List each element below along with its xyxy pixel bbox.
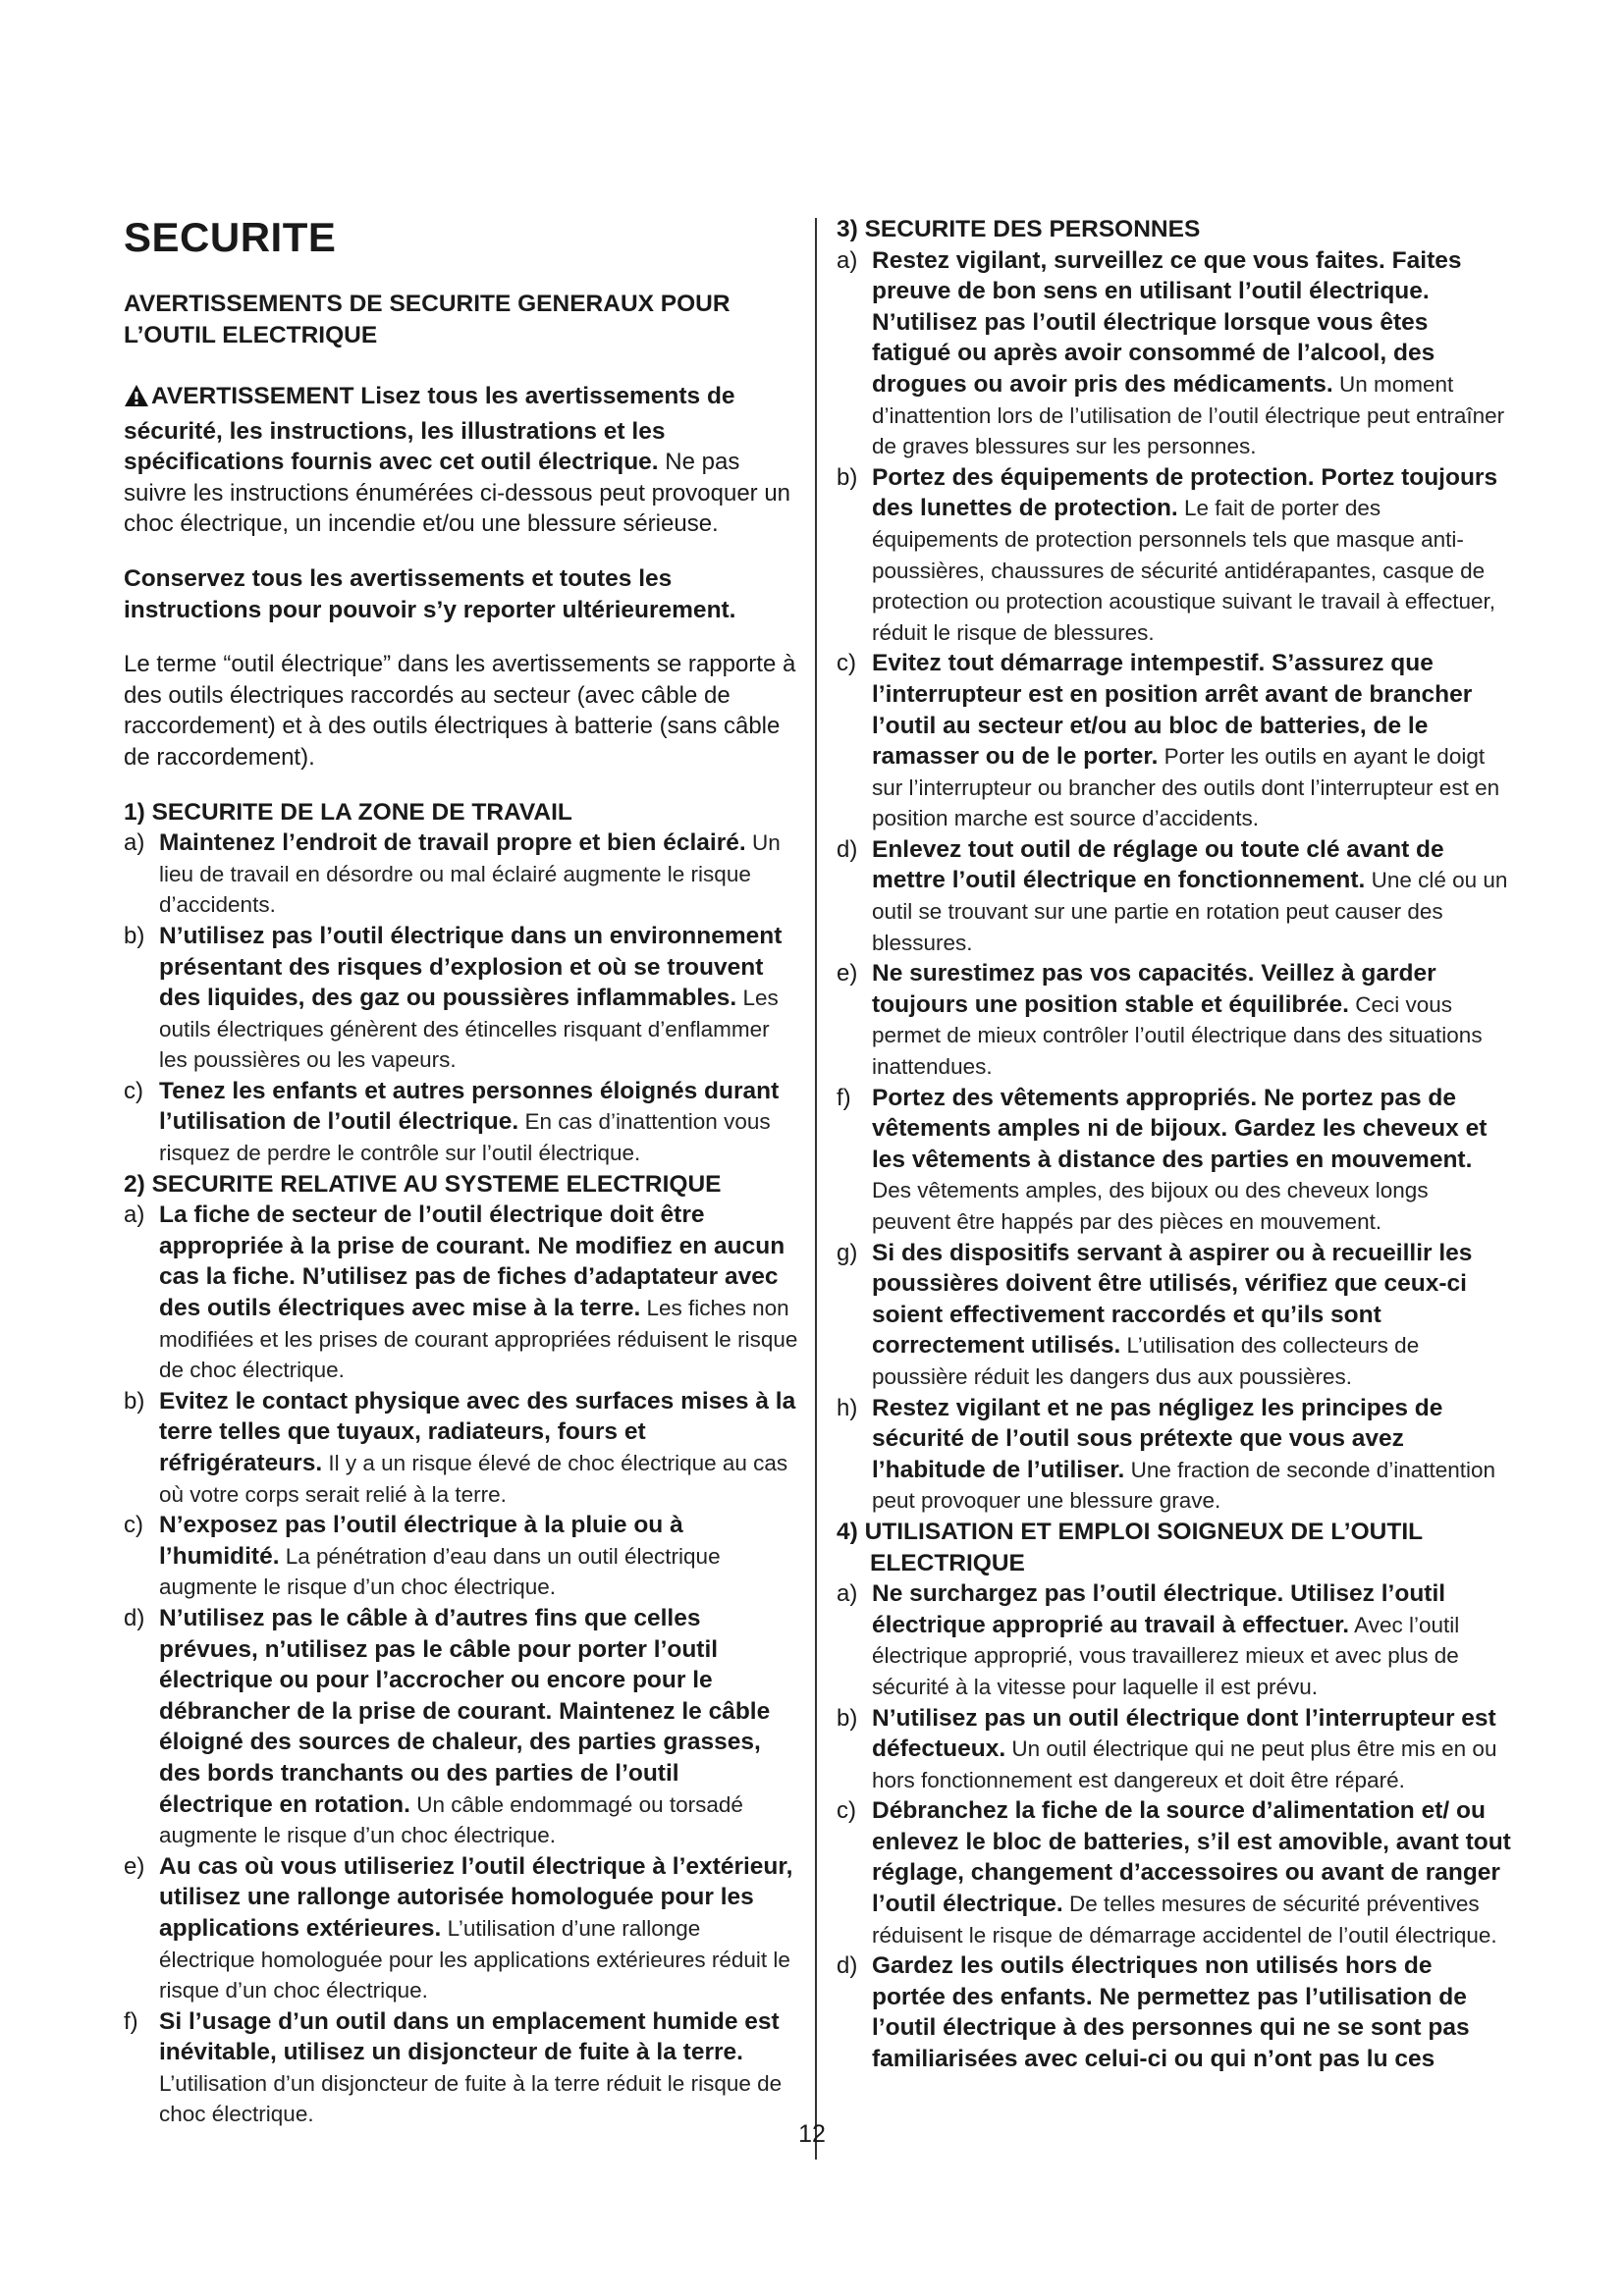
item-normal-text: La pénétration d’eau dans un outil électrique augmente le risque d’un choc électrique. [159, 1543, 721, 1600]
section-3-heading: 3) SECURITE DES PERSONNES [837, 216, 1201, 242]
list-item [837, 1083, 1512, 1238]
item-normal-text: De telles mesures de sécurité préventives réduisent le risque de démarrage accidentel de l’outil électrique. [872, 1892, 1497, 1948]
item-marker: a) [837, 1580, 858, 1608]
item-normal-text: Ceci vous permet de mieux contrôler l’outil électrique dans des situations inattendues. [872, 991, 1483, 1080]
item-bold-text: Portez des vêtements appropriés. Ne portez pas de vêtements amples ni de bijoux. Gardez les cheveux et les vêtements à distance des parties en mouvement. [872, 1084, 1488, 1173]
item-normal-text: Avec l’outil électrique approprié, vous travaillerez mieux et avec plus de sécurité à la vitesse pour laquelle il est prévu. [872, 1612, 1460, 1699]
list-item [124, 1200, 799, 1386]
warning-triangle-icon [124, 384, 149, 416]
item-bold-text: Restez vigilant et ne pas négligez les principes de sécurité de l’outil sous prétexte que vous avez l’habitude de l’utiliser. [872, 1394, 1443, 1483]
item-normal-text: Les fiches non modifiées et les prises de courant appropriées réduisent le risque de choc électrique. [159, 1296, 798, 1383]
item-normal-text: Un moment d’inattention lors de l’utilisation de l’outil électrique peut entraîner de graves blessures sur les personnes. [872, 371, 1505, 459]
item-bold-text: Enlevez tout outil de réglage ou toute clé avant de mettre l’outil électrique en fonctionnement. [872, 835, 1444, 894]
item-normal-text: En cas d’inattention vous risquez de perdre le contrôle sur l’outil électrique. [159, 1109, 771, 1166]
item-marker: d) [837, 1952, 858, 1980]
item-marker: a) [124, 829, 145, 857]
item-normal-text: Un câble endommagé ou torsadé augmente le risque d’un choc électrique. [159, 1791, 743, 1848]
section-1-list [124, 828, 799, 1169]
item-normal-text: Une fraction de seconde d’inattention peut provoquer une blessure grave. [872, 1457, 1496, 1514]
list-item [837, 245, 1512, 462]
section-1-heading: 1) SECURITE DE LA ZONE DE TRAVAIL [124, 798, 572, 826]
item-normal-text: Une clé ou un outil se trouvant sur une partie en rotation peut causer des blessures. [872, 868, 1508, 955]
item-normal-text: Il y a un risque élevé de choc électrique au cas où votre corps serait relié à la terre. [159, 1451, 788, 1507]
section-2-heading: 2) SECURITE RELATIVE AU SYSTEME ELECTRIQUE [124, 1170, 722, 1198]
item-marker: c) [124, 1077, 143, 1104]
warning-normal-text: Ne pas suivre les instructions énumérées ci-dessous peut provoquer un choc électrique, un incendie et/ou une blessure sérieuse. [124, 449, 791, 538]
list-item [837, 958, 1512, 1082]
item-bold-text: Si des dispositifs servant à aspirer ou à recueillir les poussières doivent être utilisés, vérifiez que ceux-ci soient effectivement raccordés et qu’ils sont correctement utilisés. [872, 1239, 1473, 1360]
item-marker: a) [124, 1201, 145, 1229]
item-normal-text: L’utilisation d’un disjoncteur de fuite à la terre réduit le risque de choc électrique. [159, 2070, 783, 2127]
item-bold-text: Si l’usage d’un outil dans un emplacement humide est inévitable, utilisez un disjoncteur de fuite à la terre. [159, 2007, 780, 2066]
section-3-list [837, 245, 1512, 1517]
item-bold-text: Ne surchargez pas l’outil électrique. Utilisez l’outil électrique approprié au travail à effectuer. [872, 1580, 1446, 1638]
list-item [124, 1851, 799, 2006]
left-column [124, 214, 799, 2130]
item-bold-text: Ne surestimez pas vos capacités. Veillez à garder toujours une position stable et équilibrée. [872, 960, 1436, 1018]
general-warnings-heading: AVERTISSEMENTS DE SECURITE GENERAUX POUR L’OUTIL ELECTRIQUE [124, 291, 731, 348]
item-normal-text: L’utilisation des collecteurs de poussière réduit les dangers dus aux poussières. [872, 1333, 1420, 1389]
item-bold-text: N’utilisez pas le câble à d’autres fins que celles prévues, n’utilisez pas le câble pour porter l’outil électrique ou pour l’accrocher ou encore pour le débrancher de la prise de courant. Maintenez le câble éloigné des sources de chaleur, des parties grasses, des bords tranchants ou des parties de l’outil électrique en rotation. [159, 1604, 771, 1818]
list-item [124, 2006, 799, 2130]
item-marker: d) [124, 1604, 145, 1631]
list-item [837, 1950, 1512, 2074]
list-item [124, 1510, 799, 1603]
list-item [124, 1076, 799, 1169]
item-normal-text: Porter les outils en ayant le doigt sur l’interrupteur ou brancher des outils dont l’interrupteur est en position marche est source d’accidents. [872, 744, 1500, 831]
list-item [124, 1386, 799, 1510]
keep-instructions-paragraph [124, 563, 799, 625]
section-4-heading: 4) UTILISATION ET EMPLOI SOIGNEUX DE L’OUTIL ELECTRIQUE [837, 1518, 1423, 1576]
list-item [837, 1795, 1512, 1950]
item-marker: a) [837, 246, 858, 274]
item-bold-text: Restez vigilant, surveillez ce que vous faites. Faites preuve de bon sens en utilisant l’outil électrique. N’utilisez pas l’outil électrique lorsque vous êtes fatigué ou après avoir consommé de l’alcool, des drogues ou avoir pris des médicaments. [872, 246, 1462, 398]
item-marker: h) [837, 1394, 858, 1421]
right-column [837, 214, 1512, 2075]
item-marker: g) [837, 1239, 858, 1266]
item-normal-text: Les outils électriques génèrent des étincelles risquant d’enflammer les poussières ou les vapeurs. [159, 986, 779, 1073]
item-marker: d) [837, 835, 858, 863]
item-marker: b) [837, 463, 858, 491]
item-bold-text: N’utilisez pas un outil électrique dont l’interrupteur est défectueux. [872, 1704, 1496, 1763]
list-item [837, 1578, 1512, 1702]
term-definition-paragraph: Le terme “outil électrique” dans les avertissements se rapporte à des outils électriques raccordés au secteur (avec câble de raccordement) et à des outils électriques à batterie (sans câble de raccordement). [124, 651, 796, 771]
item-bold-text: Evitez tout démarrage intempestif. S’assurez que l’interrupteur est en position arrêt avant de brancher l’outil au secteur et/ou au bloc de batteries, de le ramasser ou de le porter. [872, 650, 1473, 771]
list-item [124, 828, 799, 921]
list-item [837, 1238, 1512, 1393]
page-number: 12 [798, 2120, 826, 2148]
item-bold-text: Maintenez l’endroit de travail propre et bien éclairé. [159, 829, 746, 857]
list-item [837, 834, 1512, 958]
item-bold-text: N’exposez pas l’outil électrique à la pluie ou à l’humidité. [159, 1512, 683, 1570]
item-marker: f) [837, 1084, 851, 1111]
section-2-list [124, 1200, 799, 2130]
item-marker: e) [124, 1852, 145, 1880]
list-item [837, 648, 1512, 834]
item-normal-text: Le fait de porter des équipements de protection personnels tels que masque anti-poussières, chaussures de sécurité antidérapantes, casque de protection ou protection acoustique suivant le travail à effectuer, réduit le risque de blessures. [872, 496, 1495, 645]
list-item [837, 1393, 1512, 1517]
item-normal-text: Des vêtements amples, des bijoux ou des cheveux longs peuvent être happés par des pièces en mouvement. [872, 1178, 1429, 1234]
item-bold-text: N’utilisez pas l’outil électrique dans un environnement présentant des risques d’explosion et où se trouvent des liquides, des gaz ou poussières inflammables. [159, 922, 783, 1012]
item-bold-text: Au cas où vous utiliseriez l’outil électrique à l’extérieur, utilisez une rallonge autorisée homologuée pour les applications extérieures. [159, 1852, 793, 1942]
item-bold-text: Portez des équipements de protection. Portez toujours des lunettes de protection. [872, 463, 1498, 522]
item-marker: e) [837, 960, 858, 988]
section-4-list [837, 1578, 1512, 2075]
keep-instructions-text: Conservez tous les avertissements et toutes les instructions pour pouvoir s’y reporter ultérieurement. [124, 564, 736, 623]
item-normal-text: Un lieu de travail en désordre ou mal éclairé augmente le risque d’accidents. [159, 830, 781, 918]
item-bold-text: La fiche de secteur de l’outil électrique doit être appropriée à la prise de courant. Ne modifiez en aucun cas la fiche. N’utilisez pas de fiches d’adaptateur avec des outils électriques avec mise à la terre. [159, 1201, 785, 1322]
list-item [124, 921, 799, 1076]
item-marker: b) [124, 1387, 145, 1415]
item-bold-text: Tenez les enfants et autres personnes éloignés durant l’utilisation de l’outil électrique. [159, 1077, 780, 1136]
item-bold-text: Evitez le contact physique avec des surfaces mises à la terre telles que tuyaux, radiateurs, fours et réfrigérateurs. [159, 1387, 796, 1476]
column-divider [815, 218, 817, 2160]
list-item [124, 1603, 799, 1851]
item-marker: c) [124, 1512, 143, 1539]
page-title: SECURITE [124, 214, 337, 260]
list-item [837, 462, 1512, 649]
item-marker: f) [124, 2007, 138, 2035]
warning-paragraph [124, 381, 799, 540]
item-marker: c) [837, 1797, 856, 1825]
item-bold-text: Débranchez la fiche de la source d’alimentation et/ ou enlevez le bloc de batteries, s’il est amovible, avant tout réglage, changement d’accessoires ou avant de ranger l’outil électrique. [872, 1797, 1511, 1918]
warning-bold-text: AVERTISSEMENT Lisez tous les avertissements de sécurité, les instructions, les illustrations et les spécifications fournis avec cet outil électrique. [124, 383, 735, 476]
item-normal-text: L’utilisation d’une rallonge électrique homologuée pour les applications extérieures réduit le risque d’un choc électrique. [159, 1915, 790, 2003]
item-bold-text: Gardez les outils électriques non utilisés hors de portée des enfants. Ne permettez pas l’utilisation de l’outil électrique à des personnes qui ne se sont pas familiarisées avec celui-ci ou qui n’ont pas lu ces [872, 1952, 1470, 2073]
item-normal-text: Un outil électrique qui ne peut plus être mis en ou hors fonctionnement est dangereux et doit être réparé. [872, 1736, 1497, 1792]
list-item [837, 1703, 1512, 1796]
item-marker: c) [837, 650, 856, 677]
item-marker: b) [124, 922, 145, 949]
item-marker: b) [837, 1704, 858, 1732]
